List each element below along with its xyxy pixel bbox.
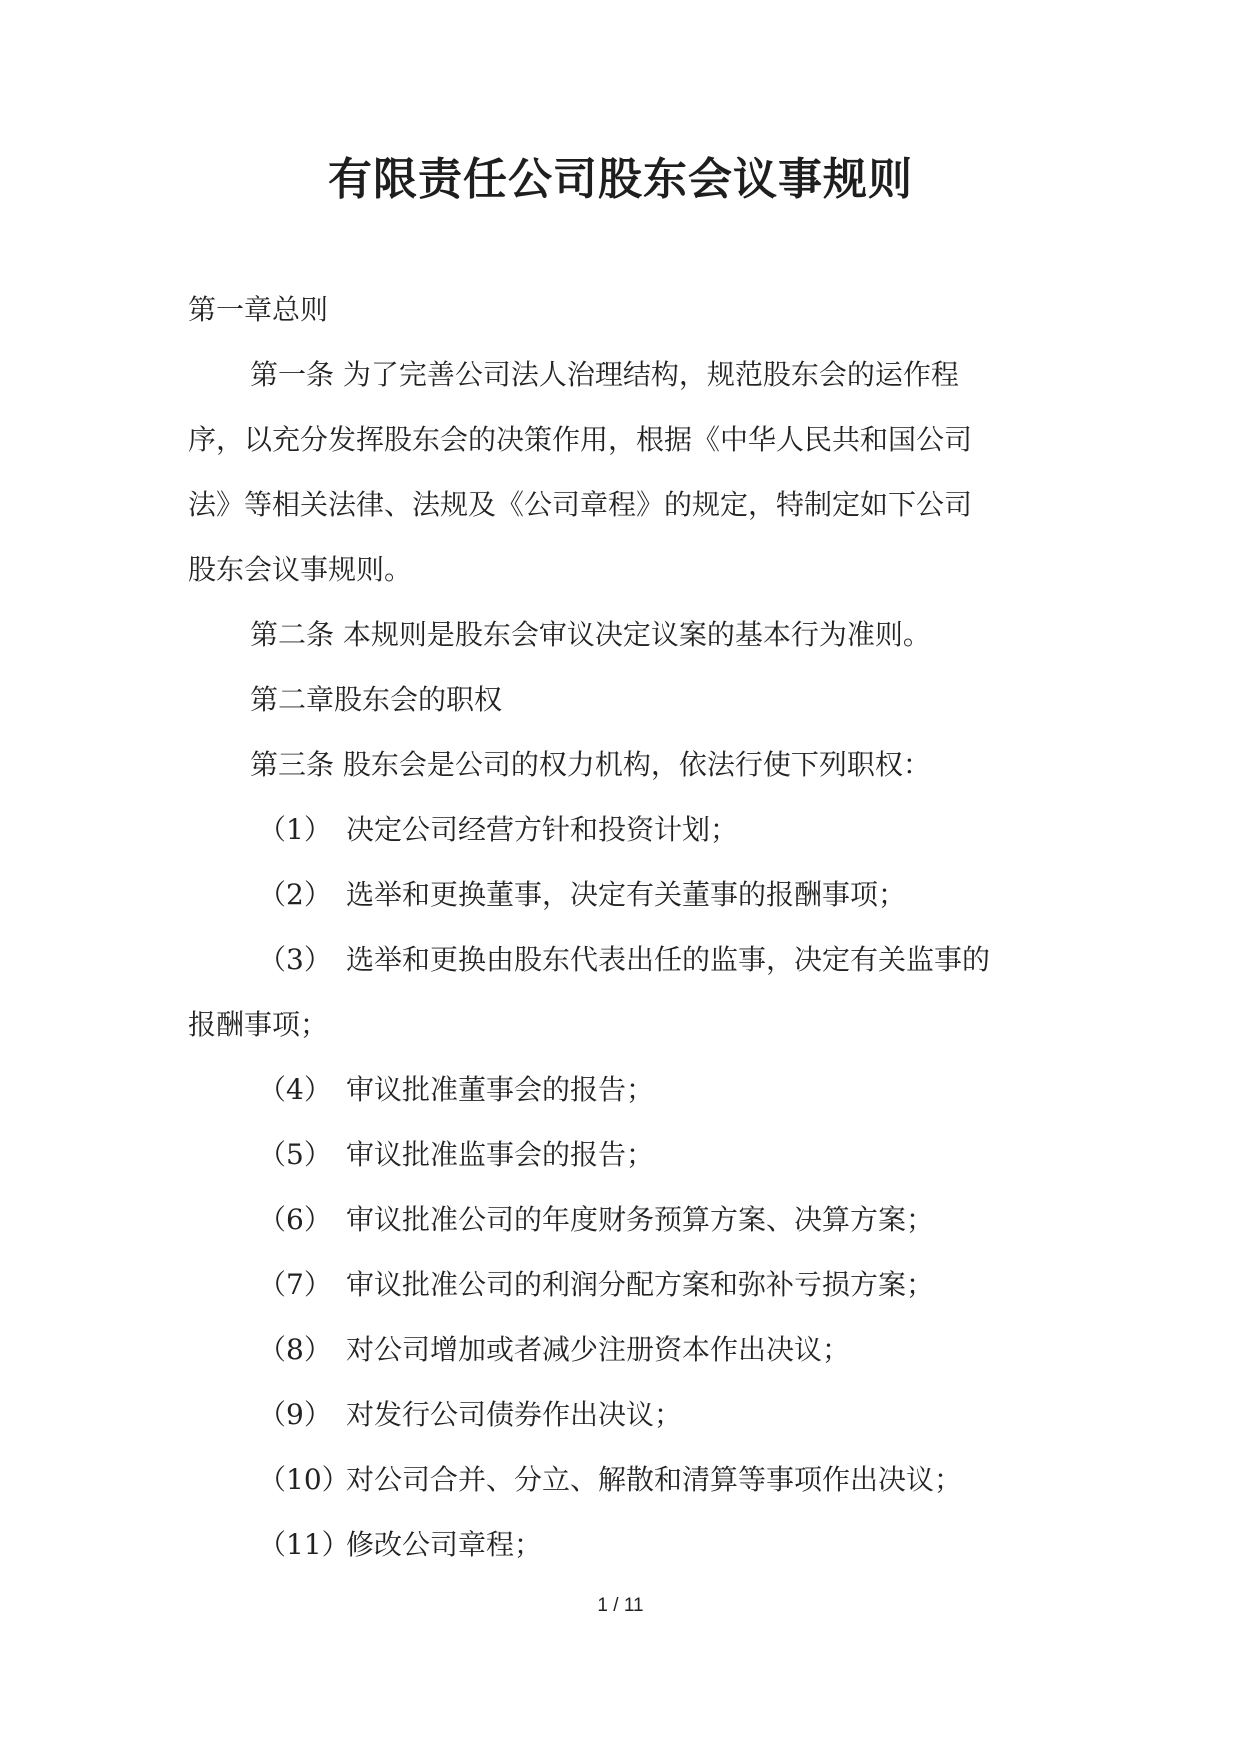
list-item-number: （6） [258, 1203, 332, 1236]
list-item-text: 对公司合并、分立、解散和清算等事项作出决议； [346, 1463, 963, 1496]
list-item-number: （11） [258, 1528, 350, 1561]
paragraph-line: 股东会议事规则。 [188, 553, 413, 586]
list-item-text: 选举和更换董事，决定有关董事的报酬事项； [346, 878, 907, 911]
list-item-number: （2） [258, 878, 332, 911]
list-item-text: 审议批准公司的年度财务预算方案、决算方案； [346, 1203, 935, 1236]
paragraph-line: 法》等相关法律、法规及《公司章程》的规定，特制定如下公司 [188, 488, 973, 521]
list-item-text: 审议批准董事会的报告； [346, 1073, 655, 1106]
list-item-text: 审议批准公司的利润分配方案和弥补亏损方案； [346, 1268, 935, 1301]
list-item-number: （3） [258, 943, 332, 976]
list-item-number: （10） [258, 1463, 350, 1496]
list-item-number: （5） [258, 1138, 332, 1171]
list-item-number: （9） [258, 1398, 332, 1431]
paragraph-line: 第一条 为了完善公司法人治理结构，规范股东会的运作程 [250, 358, 959, 391]
list-item-text: 选举和更换由股东代表出任的监事，决定有关监事的 [346, 943, 991, 976]
list-item-number: （1） [258, 813, 332, 846]
list-item-text: 修改公司章程； [346, 1528, 543, 1561]
chapter-heading: 第一章总则 [188, 293, 329, 326]
chapter-heading: 第二章股东会的职权 [250, 683, 503, 716]
list-item-text: 审议批准监事会的报告； [346, 1138, 655, 1171]
paragraph-line: 第三条 股东会是公司的权力机构，依法行使下列职权： [250, 748, 931, 781]
list-item-number: （4） [258, 1073, 332, 1106]
list-item-number: （7） [258, 1268, 332, 1301]
paragraph-line: 第二条 本规则是股东会审议决定议案的基本行为准则。 [250, 618, 931, 651]
list-item-text: 对公司增加或者减少注册资本作出决议； [346, 1333, 851, 1366]
list-item-continuation: 报酬事项； [188, 1008, 329, 1041]
list-item-number: （8） [258, 1333, 332, 1366]
list-item-text: 对发行公司债券作出决议； [346, 1398, 683, 1431]
list-item-text: 决定公司经营方针和投资计划； [346, 813, 739, 846]
document-title: 有限责任公司股东会议事规则 [328, 154, 913, 205]
page-number: 1 / 11 [597, 1595, 644, 1616]
paragraph-line: 序，以充分发挥股东会的决策作用，根据《中华人民共和国公司 [188, 423, 973, 456]
